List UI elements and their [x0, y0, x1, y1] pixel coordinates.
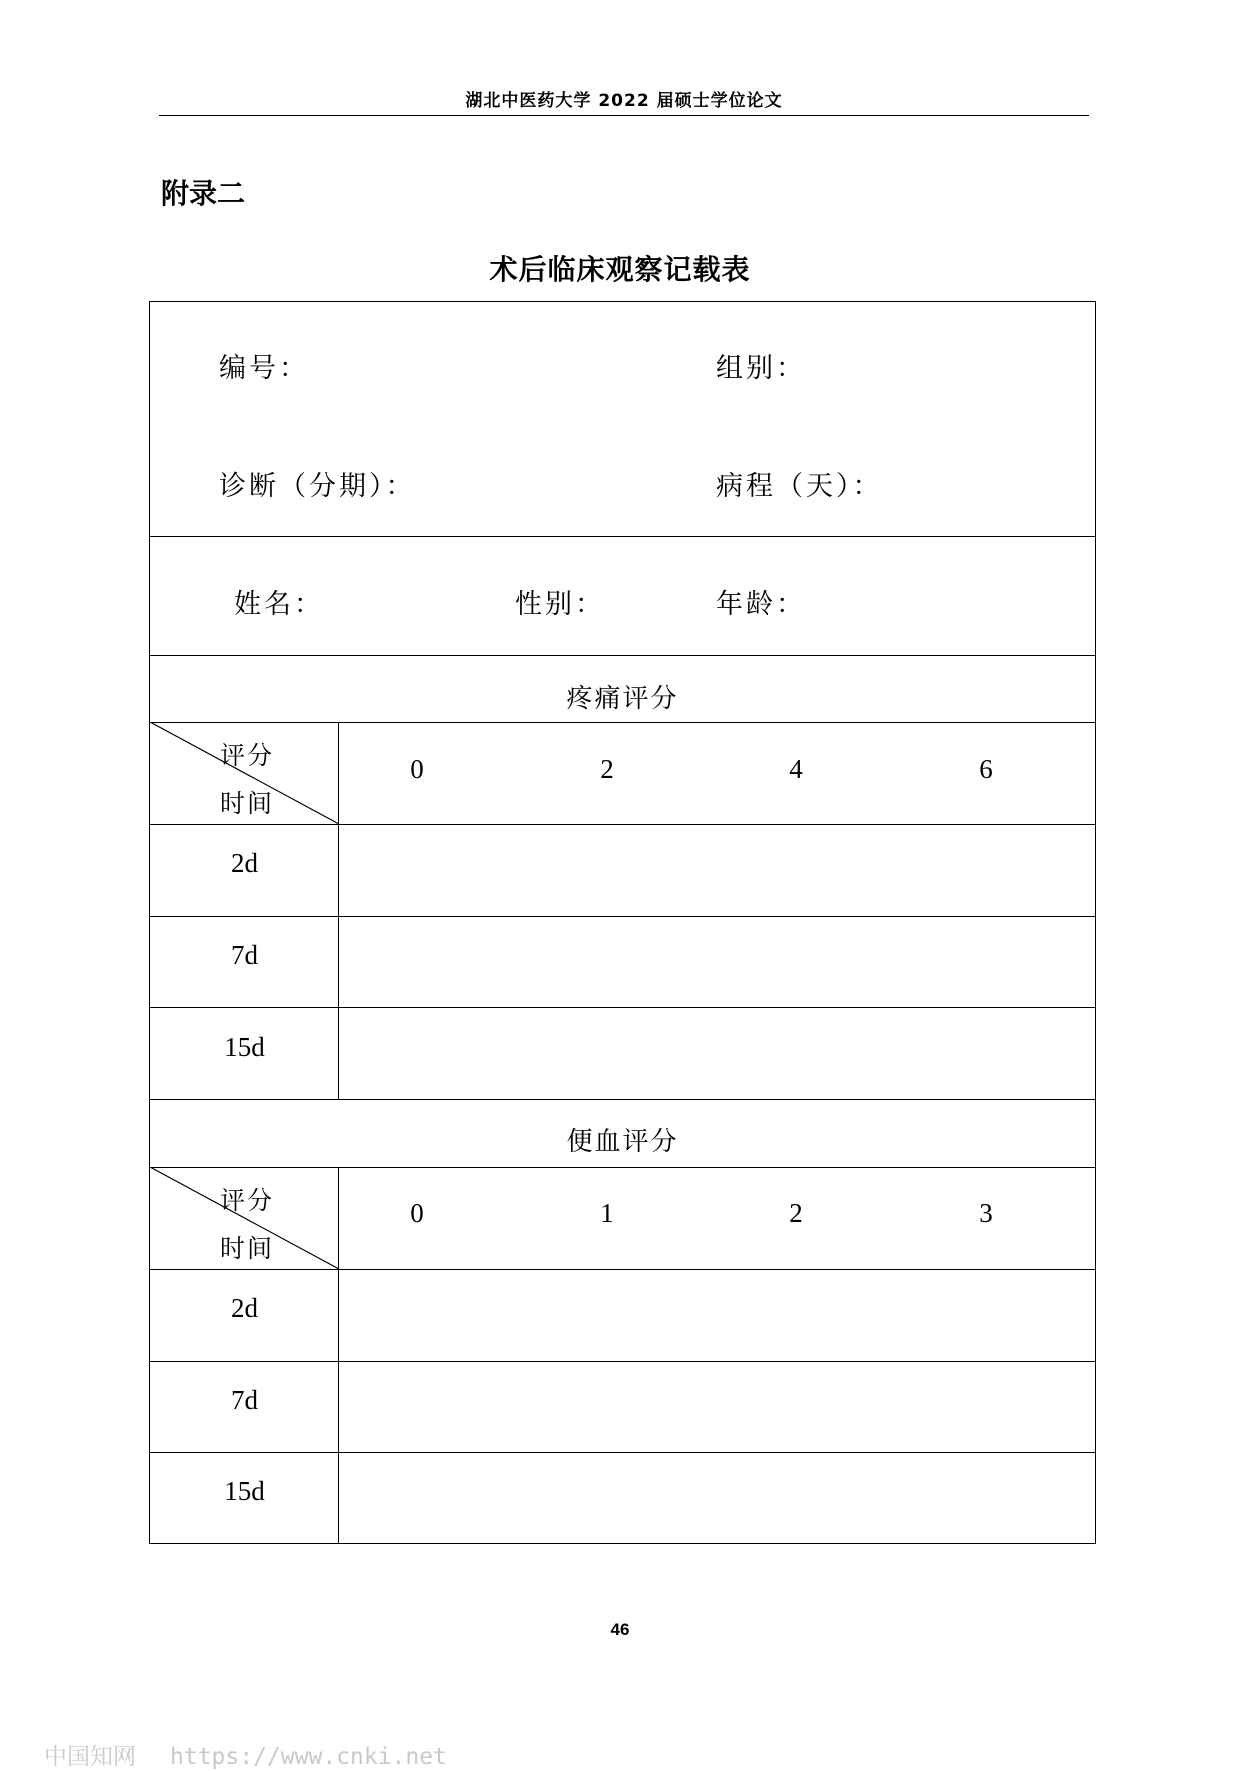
bleeding-score-header: 1 [600, 1198, 614, 1228]
bleeding-row-label: 2d [231, 1293, 258, 1323]
appendix-title: 附录二 [161, 177, 246, 210]
divider-line [150, 824, 1095, 825]
corner-time-label: 时间 [220, 789, 275, 818]
divider-line [150, 536, 1095, 537]
header-rule [159, 115, 1089, 116]
watermark-url: https://www.cnki.net [170, 1744, 447, 1770]
number-label: 编号： [219, 353, 309, 384]
corner-time-label: 时间 [220, 1234, 275, 1263]
sex-label: 性别： [515, 589, 605, 620]
pain-score-header: 6 [979, 754, 993, 784]
group-label: 组别： [716, 353, 806, 384]
pain-row-label: 15d [224, 1032, 265, 1062]
age-label: 年龄： [716, 589, 806, 620]
pain-corner-cell [150, 722, 339, 824]
divider-line [150, 1452, 1095, 1453]
divider-line [150, 655, 1095, 656]
observation-form-table [149, 301, 1096, 1544]
bleeding-row-label: 7d [231, 1385, 258, 1415]
bleeding-row-label: 15d [224, 1476, 265, 1506]
course-label: 病程（天）： [716, 471, 883, 502]
bleeding-section-title: 便血评分 [566, 1127, 679, 1157]
divider-line [150, 1099, 1095, 1100]
bleeding-score-header: 2 [789, 1198, 803, 1228]
divider-line [150, 1007, 1095, 1008]
form-title: 术后临床观察记载表 [489, 253, 751, 286]
divider-line [150, 916, 1095, 917]
column-divider [338, 722, 339, 1099]
bleeding-score-header: 3 [979, 1198, 993, 1228]
running-header: 湖北中医药大学 2022 届硕士学位论文 [465, 91, 783, 111]
pain-score-header: 2 [600, 754, 614, 784]
divider-line [150, 1269, 1095, 1270]
divider-line [150, 1361, 1095, 1362]
corner-score-label: 评分 [220, 741, 275, 770]
pain-score-header: 4 [789, 754, 803, 784]
watermark [44, 1738, 447, 1771]
column-divider [338, 1167, 339, 1543]
name-label: 姓名： [234, 589, 324, 620]
bleeding-corner-cell [150, 1167, 339, 1269]
watermark-name: 中国知网 [44, 1744, 136, 1770]
pain-section-title: 疼痛评分 [566, 684, 679, 714]
pain-row-label: 7d [231, 940, 258, 970]
pain-row-label: 2d [231, 848, 258, 878]
diagnosis-label: 诊断（分期）： [219, 471, 416, 502]
page-number: 46 [610, 1620, 630, 1639]
pain-score-header: 0 [410, 754, 424, 784]
bleeding-score-header: 0 [410, 1198, 424, 1228]
corner-score-label: 评分 [220, 1186, 275, 1215]
